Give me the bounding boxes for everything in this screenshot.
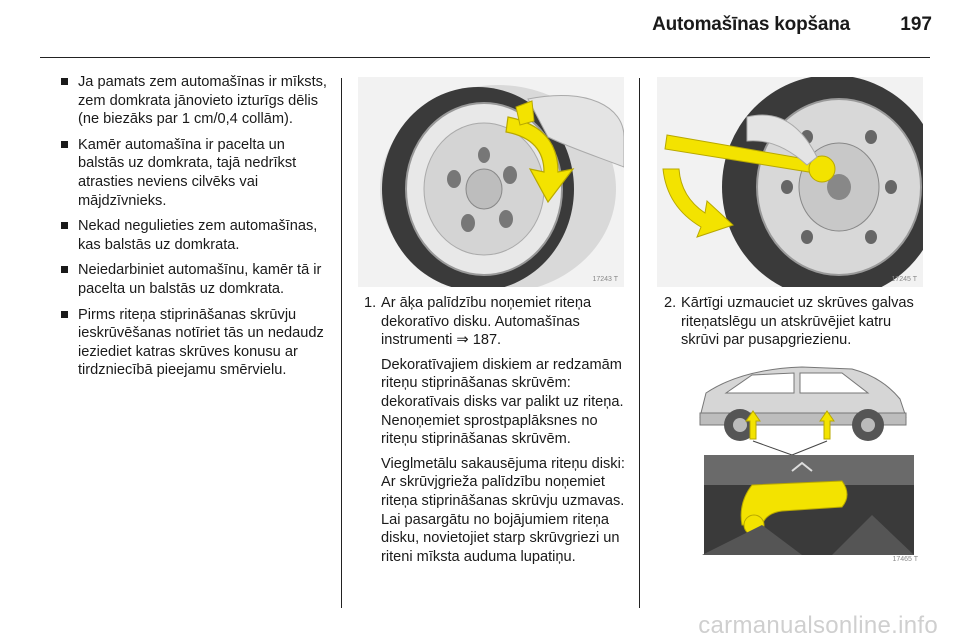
warning-bullet-list bbox=[60, 73, 332, 387]
step-2 bbox=[664, 294, 926, 356]
step-number: 2. bbox=[664, 295, 677, 311]
figure-code: 17465 T bbox=[892, 556, 918, 563]
column-divider-right bbox=[639, 78, 640, 608]
figure-code: 17245 T bbox=[891, 276, 917, 283]
jacking-points-illustration bbox=[682, 355, 922, 565]
page-number: 197 bbox=[900, 14, 932, 35]
hubcap-illustration-svg bbox=[358, 77, 624, 287]
section-title: Automašīnas kopšana bbox=[652, 14, 850, 35]
hubcap-removal-illustration bbox=[358, 77, 624, 287]
step-paragraph: Kārtīgi uzmauciet uz skrūves galvas riteņatslēgu un atskrūvējiet katru skrūvi par pusapgriezienu. bbox=[681, 295, 914, 349]
figure-code: 17243 T bbox=[592, 276, 618, 283]
step-paragraph: Dekoratīvajiem diskiem ar redzamām riteņu stiprināšanas skrūvēm: dekoratīvais disks var palikt uz riteņa. Nenoņemiet sprostpaplāksnes no riteņu stiprināšanas skrūvēm. bbox=[381, 356, 624, 448]
wheel-wrench-illustration bbox=[657, 77, 923, 287]
header-rule bbox=[40, 57, 930, 58]
list-item: Pirms riteņa stiprināšanas skrūvju ieskrūvēšanas notīriet tās un nedaudz ieziediet katras skrūves konusu ar tirdzniecībā pieejamu smērvielu. bbox=[60, 306, 332, 380]
list-item: Ja pamats zem automašīnas ir mīksts, zem domkrata jānovieto izturīgs dēlis (ne biezāks par 1 cm/0,4 collām). bbox=[60, 73, 332, 129]
list-item: Neiedarbiniet automašīnu, kamēr tā ir pacelta un balstās uz domkrata. bbox=[60, 261, 332, 298]
bullet-marker bbox=[61, 222, 68, 229]
step-paragraph: Vieglmetālu sakausējuma riteņu diski: Ar skrūvjgrieža palīdzību noņemiet riteņa stiprināšanas skrūvju uzmavas. Lai pasargātu no bojājumiem riteņa disku, novietojiet starp skrūvgriezi un riteni mīksta auduma lupatiņu. bbox=[381, 455, 625, 565]
list-item: Nekad negulieties zem automašīnas, kas balstās uz domkrata. bbox=[60, 217, 332, 254]
bullet-marker bbox=[61, 78, 68, 85]
wheel-wrench-svg bbox=[657, 77, 923, 287]
step-1 bbox=[364, 294, 626, 572]
bullet-marker bbox=[61, 266, 68, 273]
bullet-marker bbox=[61, 311, 68, 318]
step-number: 1. bbox=[364, 295, 377, 311]
watermark: carmanualsonline.info bbox=[698, 612, 938, 639]
step-paragraph: Ar āķa palīdzību noņemiet riteņa dekoratīvo disku. Automašīnas instrumenti ⇒ 187. bbox=[381, 295, 592, 349]
list-item: Kamēr automašīna ir pacelta un balstās uz domkrata, tajā nedrīkst atrasties neviens cilvēks vai mājdzīvnieks. bbox=[60, 136, 332, 210]
bullet-marker bbox=[61, 141, 68, 148]
jacking-points-svg bbox=[682, 355, 922, 565]
column-divider-left bbox=[341, 78, 342, 608]
